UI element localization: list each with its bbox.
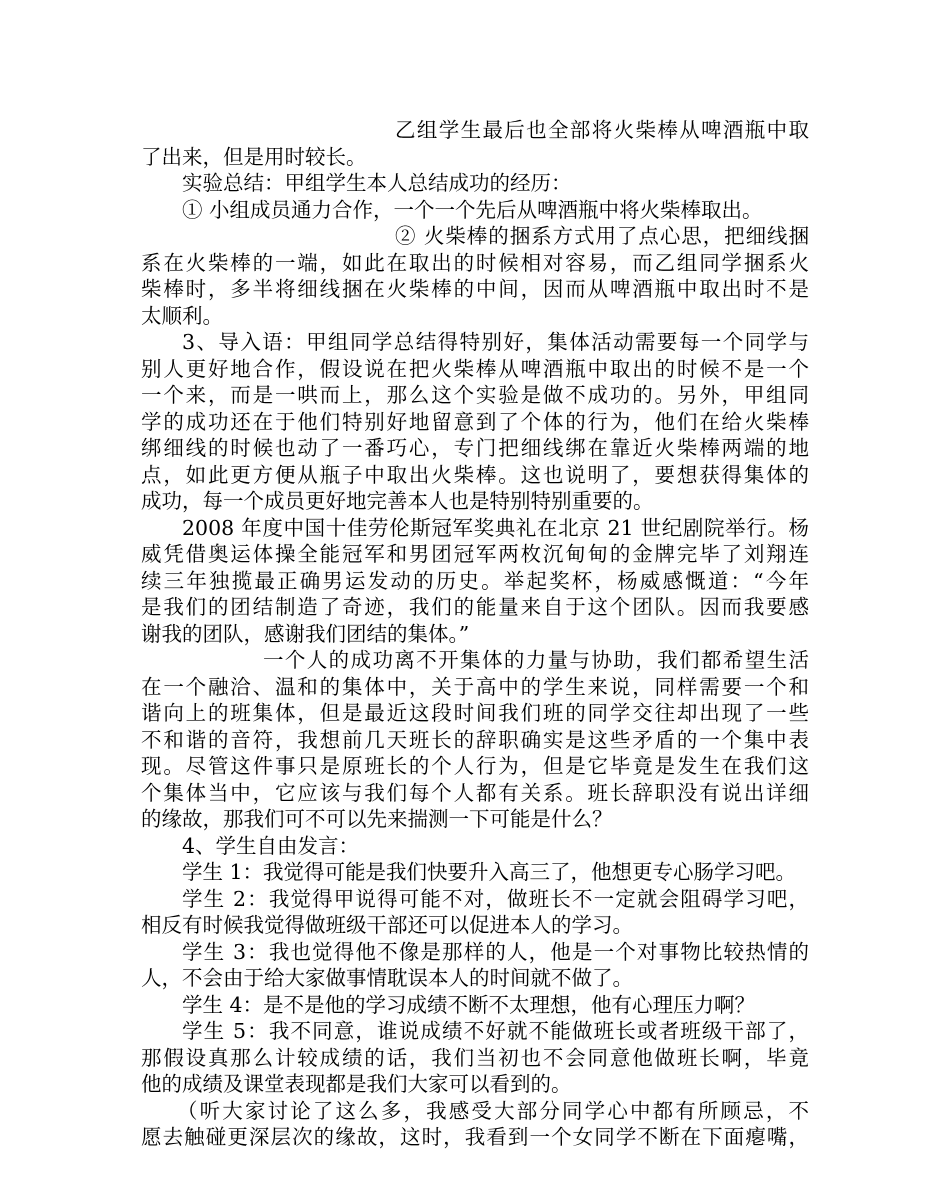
text-line: （听大家讨论了这么多，我感受大部分同学心中都有所顾忌，不: [177, 1098, 809, 1123]
text-line: 愿去触碰更深层次的缘故，这时，我看到一个女同学不断在下面瘪嘴，: [141, 1125, 809, 1149]
text-line: 现。尽管这件事只是原班长的个人行为，但是它毕竟是发生在我们这: [141, 754, 809, 778]
text-line: 成功，每一个成员更好地完善本人也是特别特别重要的。: [141, 489, 654, 513]
text-line: 学生 1：我觉得可能是我们快要升入高三了，他想更专心肠学习吧。: [182, 860, 797, 884]
text-line: 别人更好地合作，假设说在把火柴棒从啤酒瓶中取出的时候不是一个: [141, 356, 809, 381]
text-line: 4、学生自由发言：: [182, 833, 360, 858]
text-line: 学生 5：我不同意，谁说成绩不好就不能做班长或者班级干部了，: [182, 1019, 809, 1043]
text-line: 的缘故，那我们可不可以先来揣测一下可能是什么？: [141, 807, 613, 831]
text-line: 个集体当中，它应该与我们每个人都有关系。班长辞职没有说出详细: [141, 780, 809, 805]
text-line: 谐向上的班集体，但是最近这段时间我们班的同学交往却出现了一些: [141, 701, 809, 725]
text-line: 学生 2：我觉得甲说得可能不对，做班长不一定就会阻碍学习吧，: [182, 886, 809, 911]
text-line: ① 小组成员通力合作，一个一个先后从啤酒瓶中将火柴棒取出。: [182, 197, 763, 222]
text-line: 了出来，但是用时较长。: [141, 144, 367, 169]
document-body: [141, 117, 809, 1151]
text-line: 那假设真那么计较成绩的话，我们当初也不会同意他做班长啊，毕竟: [141, 1045, 809, 1070]
text-line: 不和谐的音符，我想前几天班长的辞职确实是这些矛盾的一个集中表: [141, 727, 809, 752]
text-line: 一个来，而是一哄而上，那么这个实验是做不成功的。另外，甲组同: [141, 383, 809, 407]
text-line: 3、导入语：甲组同学总结得特别好，集体活动需要每一个同学与: [182, 330, 809, 354]
text-line: 人，不会由于给大家做事情耽误本人的时间就不做了。: [141, 966, 633, 990]
text-line: 乙组学生最后也全部将火柴棒从啤酒瓶中取: [395, 118, 809, 142]
text-line: 点，如此更方便从瓶子中取出火柴棒。这也说明了，要想获得集体的: [141, 462, 809, 487]
text-line: ② 火柴棒的捆系方式用了点心思，把细线捆: [395, 224, 809, 248]
text-line: 谢我的团队，感谢我们团结的集体。”: [141, 621, 470, 646]
text-line: 实验总结：甲组学生本人总结成功的经历：: [182, 171, 572, 195]
text-line: 柴棒时，多半将细线捆在火柴棒的中间，因而从啤酒瓶中取出时不是: [141, 277, 809, 301]
text-line: 太顺利。: [141, 303, 223, 328]
text-line: 学生 4：是不是他的学习成绩不断不太理想，他有心理压力啊？: [182, 992, 756, 1017]
text-line: 续三年独揽最正确男运发动的历史。举起奖杯，杨威感慨道：“今年: [141, 568, 809, 593]
text-line: 一个人的成功离不开集体的力量与协助，我们都希望生活: [263, 648, 809, 672]
text-line: 威凭借奥运体操全能冠军和男团冠军两枚沉甸甸的金牌完毕了刘翔连: [141, 542, 809, 566]
text-line: 是我们的团结制造了奇迹，我们的能量来自于这个团队。因而我要感: [141, 595, 809, 619]
text-line: 绑细线的时候也动了一番巧心，专门把细线绑在靠近火柴棒两端的地: [141, 436, 809, 460]
text-line: 学生 3：我也觉得他不像是那样的人，他是一个对事物比较热情的: [182, 939, 809, 964]
text-line: 2008 年度中国十佳劳伦斯冠军奖典礼在北京 21 世纪剧院举行。杨: [182, 515, 809, 540]
text-line: 系在火柴棒的一端，如此在取出的时候相对容易，而乙组同学捆系火: [141, 250, 809, 275]
text-line: 学的成功还在于他们特别好地留意到了个体的行为，他们在给火柴棒: [141, 409, 809, 434]
text-line: 在一个融洽、温和的集体中，关于高中的学生来说，同样需要一个和: [141, 674, 809, 699]
text-line: 相反有时候我觉得做班级干部还可以促进本人的学习。: [141, 913, 633, 937]
text-line: 他的成绩及课堂表现都是我们大家可以看到的。: [141, 1072, 572, 1096]
